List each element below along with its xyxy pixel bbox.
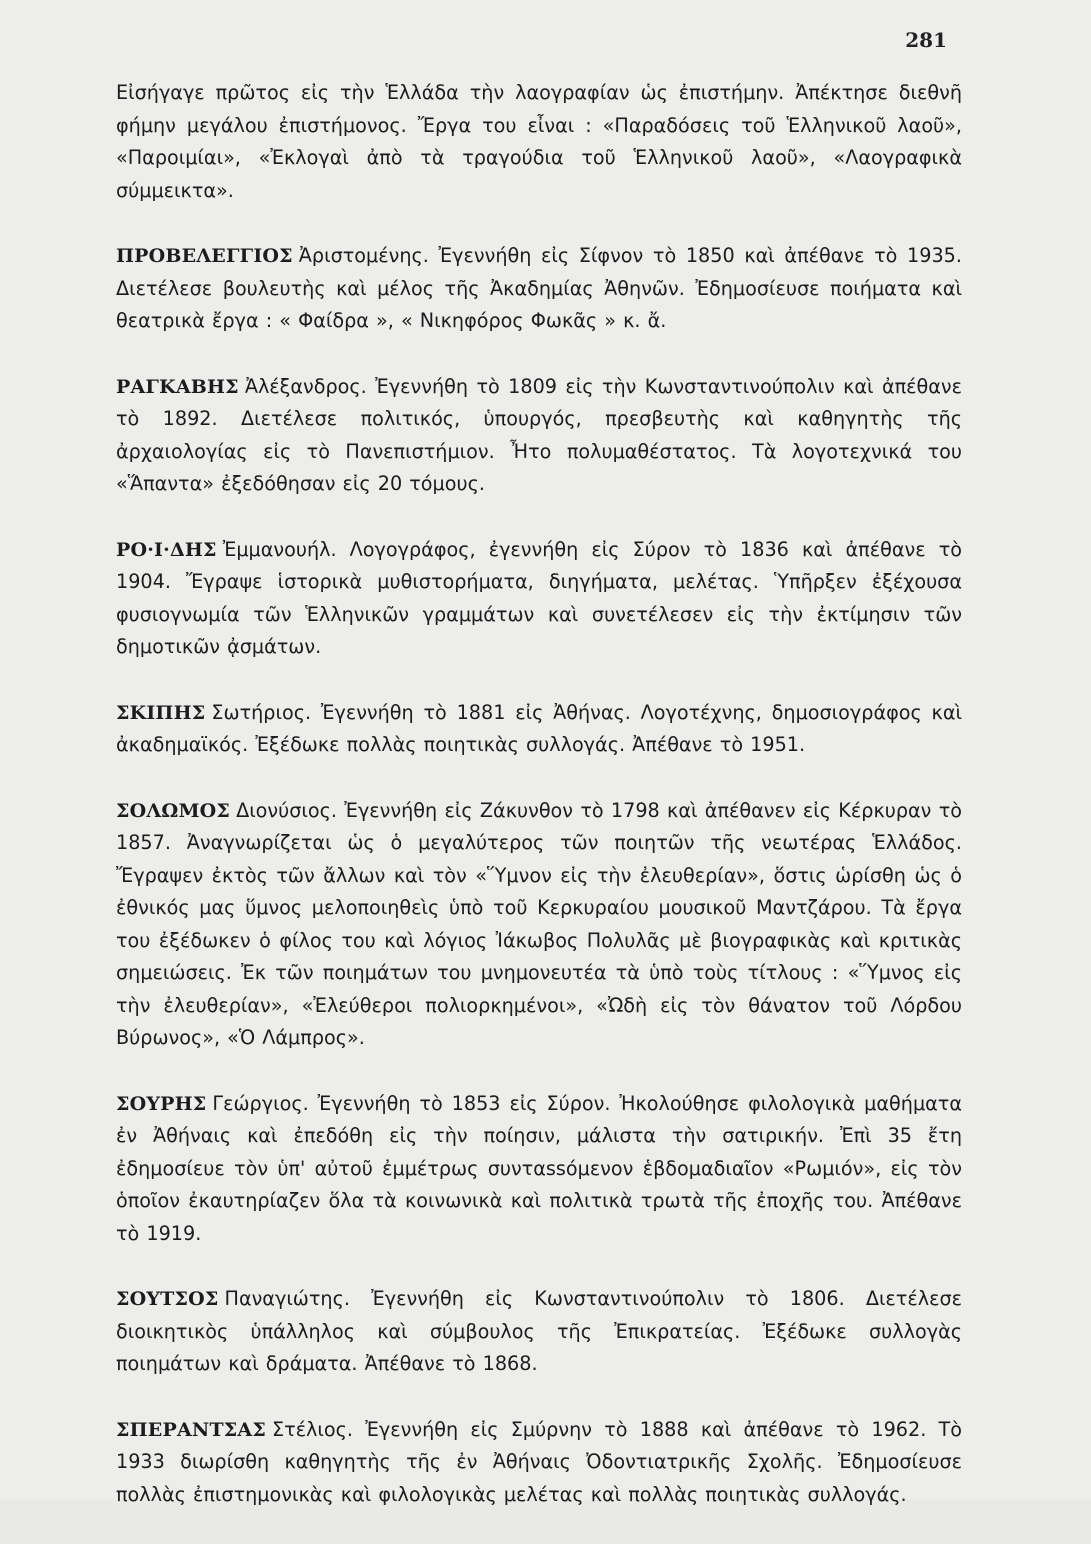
entry-text: Διονύσιος. Ἐγεννήθη εἰς Ζάκυνθον τὸ 1798 καὶ ἀπέθανεν εἰς Κέρκυραν τὸ 1857. Ἀναγνωρίζεται ὡς ὁ μεγαλύτερος τῶν ποιητῶν τῆς νεωτέρας Ἑλλάδος. Ἔγραψεν ἐκτὸς τῶν ἄλλων καὶ τὸν «Ὕμνον εἰς τὴν ἐλευθερίαν», ὅστις ὡρίσθη ὡς ὁ ἐθνικός μας ὕμνος μελοποιηθεὶς ὑπὸ τοῦ Κερκυραίου μουσικοῦ Μαντζάρου. Τὰ ἔργα του ἐξέδωκεν ὁ φίλος του καὶ λόγιος Ἰάκωβος Πολυλᾶς μὲ βιογραφικὰς καὶ κριτικὰς σημειώσεις. Ἐκ τῶν ποιημάτων του μνημονευτέα τὰ ὑπὸ τοὺς τίτλους : «Ὕμνος εἰς τὴν ἐλευθερίαν», «Ἐλεύθεροι πολιορκημένοι», «Ὠδὴ εἰς τὸν θάνατον τοῦ Λόρδου Βύρωνος», «Ὁ Λάμπρος».	[116, 798, 962, 1049]
entry-name: ΣΠΕΡΑΝΤΣΑΣ	[116, 1418, 267, 1441]
entry-name: ΣΟΥΤΣΟΣ	[116, 1288, 219, 1310]
entry-name: ΣΟΥΡΗΣ	[116, 1092, 207, 1115]
entry-skipis	[116, 697, 962, 762]
entry-name: ΡΟ·Ι·ΔΗΣ	[116, 538, 217, 561]
entry-text: Στέλιος. Ἐγεννήθη εἰς Σμύρνην τὸ 1888 καὶ ἀπέθανε τὸ 1962. Τὸ 1933 διωρίσθη καθηγητὴς τῆς ἐν Ἀθήναις Ὀδοντιατρικῆς Σχολῆς. Ἐδημοσίευσε πολλὰς ἐπιστημονικὰς καὶ φιλολογικὰς μελέτας καὶ πολλὰς ποιητικὰς συλλογάς.	[116, 1417, 962, 1506]
entry-text: Ἐμμανουήλ. Λογογράφος, ἐγεννήθη εἰς Σύρον τὸ 1836 καὶ ἀπέθανε τὸ 1904. Ἔγραψε ἱστορικὰ μυθιστορήματα, διηγήματα, μελέτας. Ὑπῆρξεν ἐξέχουσα φυσιογνωμία τῶν Ἑλληνικῶν γραμμάτων καὶ συνετέλεσεν εἰς τὴν ἐκτίμησιν τῶν δημοτικῶν ᾀσμάτων.	[116, 537, 962, 658]
entry-name: ΠΡΟΒΕΛΕΓΓΙΟΣ	[116, 245, 293, 267]
entry-name: ΣΚΙΠΗΣ	[116, 701, 206, 724]
page-number: 281	[905, 28, 947, 52]
entry-solomos	[116, 795, 962, 1055]
entry-roidis	[116, 534, 962, 664]
entry-text: Παναγιώτης. Ἐγεννήθη εἰς Κωνσταντινούπολιν τὸ 1806. Διετέλεσε διοικητικὸς ὑπάλληλος καὶ σύμβουλος τῆς Ἐπικρατείας. Ἐξέδωκε συλλογὰς ποιημάτων καὶ δράματα. Ἀπέθανε τὸ 1868.	[116, 1287, 962, 1375]
entry-text: Ἀριστομένης. Ἐγεννήθη εἰς Σίφνον τὸ 1850 καὶ ἀπέθανε τὸ 1935. Διετέλεσε βουλευτὴς καὶ μέλος τῆς Ἀκαδημίας Ἀθηνῶν. Ἐδημοσίευσε ποιήματα καὶ θεατρικὰ ἔργα : « Φαίδρα », « Νικηφόρος Φωκᾶς » κ. ἄ.	[116, 244, 962, 332]
entry-name: ΣΟΛΩΜΟΣ	[116, 799, 231, 822]
entry-provelengios	[116, 240, 962, 338]
entry-text: Σωτήριος. Ἐγεννήθη τὸ 1881 εἰς Ἀθήνας. Λογοτέχνης, δημοσιογράφος καὶ ἀκαδημαϊκός. Ἐξέδωκε πολλὰς ποιητικὰς συλλογάς. Ἀπέθανε τὸ 1951.	[116, 700, 962, 756]
page-content	[116, 77, 962, 1544]
entry-text: Ἀλέξανδρος. Ἐγεννήθη τὸ 1809 εἰς τὴν Κωνσταντινούπολιν καὶ ἀπέθανε τὸ 1892. Διετέλεσε πολιτικός, ὑπουργός, πρεσβευτὴς καὶ καθηγητὴς τῆς ἀρχαιολογίας εἰς τὸ Πανεπιστήμιον. Ἦτο πολυμαθέστατος. Τὰ λογοτεχνικά του «Ἅπαντα» ἐξεδόθησαν εἰς 20 τόμους.	[116, 374, 962, 495]
entry-name: ΡΑΓΚΑΒΗΣ	[116, 375, 239, 398]
entry-sperantsas	[116, 1414, 962, 1512]
entry-souris	[116, 1088, 962, 1251]
entry-rangavis	[116, 371, 962, 501]
entry-soutsos	[116, 1283, 962, 1381]
intro-paragraph: Εἰσήγαγε πρῶτος εἰς τὴν Ἑλλάδα τὴν λαογραφίαν ὡς ἐπιστήμην. Ἀπέκτησε διεθνῆ φήμην μεγάλου ἐπιστήμονος. Ἔργα του εἶναι : «Παραδόσεις τοῦ Ἑλληνικοῦ λαοῦ», «Παροιμίαι», «Ἐκλογαὶ ἀπὸ τὰ τραγούδια τοῦ Ἑλληνικοῦ λαοῦ», «Λαογραφικὰ σύμμεικτα».	[116, 81, 962, 202]
entry-text: Γεώργιος. Ἐγεννήθη τὸ 1853 εἰς Σύρον. Ἠκολούθησε φιλολογικὰ μαθήματα ἐν Ἀθήναις καὶ ἐπεδόθη εἰς τὴν ποίησιν, μάλιστα τὴν σατιρικήν. Ἐπὶ 35 ἔτη ἐδημοσίευε τὸν ὑπ' αὐτοῦ ἐμμέτρως συνταssόμενον ἑβδομαδιαῖον «Ρωμιόν», εἰς τὸν ὁποῖον ἐκαυτηρίαζεν ὅλα τὰ κοινωνικὰ καὶ πολιτικὰ τρωτὰ τῆς ἐποχῆς του. Ἀπέθανε τὸ 1919.	[116, 1091, 962, 1245]
